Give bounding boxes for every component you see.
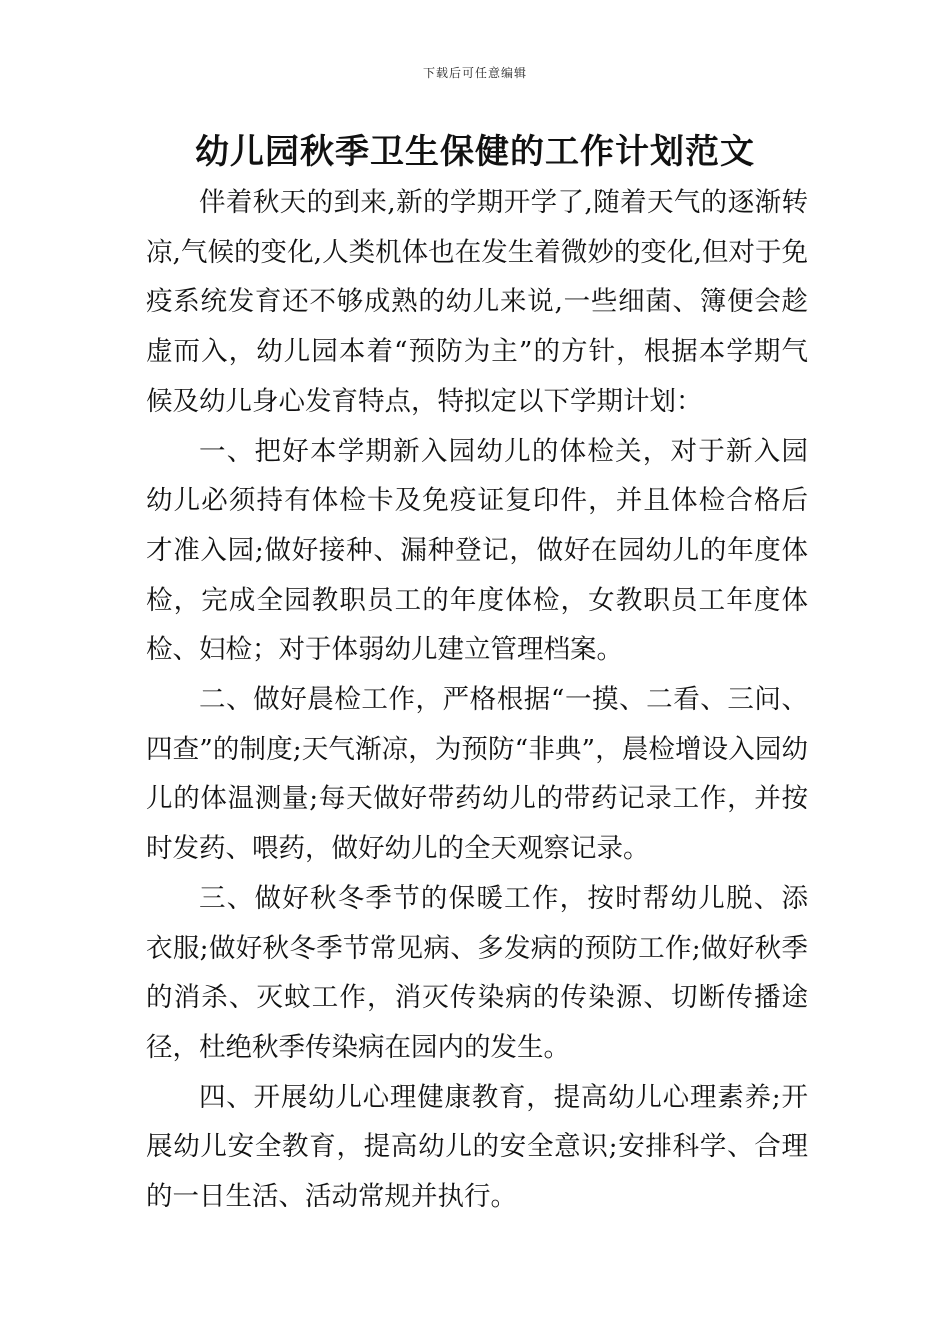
paragraph-item-3: 三、做好秋冬季节的保暖工作，按时帮幼儿脱、添衣服;做好秋冬季节常见病、多发病的预防工作;做好秋季的消杀、灭蚊工作，消灭传染病的传染源、切断传播途径，杜绝秋季传染病在园内的发生。 bbox=[146, 882, 808, 1063]
paragraph-item-2: 二、做好晨检工作，严格根据“一摸、二看、三问、四查”的制度;天气渐凉，为预防“非典”，晨检增设入园幼儿的体温测量;每天做好带药幼儿的带药记录工作，并按时发药、喂药，做好幼儿的全天观察记录。 bbox=[146, 684, 808, 865]
header-note: 下载后可任意编辑 bbox=[422, 66, 527, 80]
document-title: 幼儿园秋季卫生保健的工作计划范文 bbox=[195, 132, 755, 172]
paragraph-item-1: 一、把好本学期新入园幼儿的体检关，对于新入园幼儿必须持有体检卡及免疫证复印件，并且体检合格后才准入园;做好接种、漏种登记，做好在园幼儿的年度体检，完成全园教职员工的年度体检，女教职员工年度体检、妇检；对于体弱幼儿建立管理档案。 bbox=[146, 435, 808, 666]
document-body bbox=[146, 178, 808, 1222]
paragraph-intro: 伴着秋天的到来,新的学期开学了,随着天气的逐渐转凉,气候的变化,人类机体也在发生着微妙的变化,但对于免疫系统发育还不够成熟的幼儿来说,一些细菌、簿便会趁虚而入，幼儿园本着“预防为主”的方针，根据本学期气候及幼儿身心发育特点，特拟定以下学期计划： bbox=[146, 187, 808, 417]
paragraph-item-4: 四、开展幼儿心理健康教育，提高幼儿心理素养;开展幼儿安全教育，提高幼儿的安全意识;安排科学、合理的一日生活、活动常规并执行。 bbox=[146, 1081, 808, 1213]
